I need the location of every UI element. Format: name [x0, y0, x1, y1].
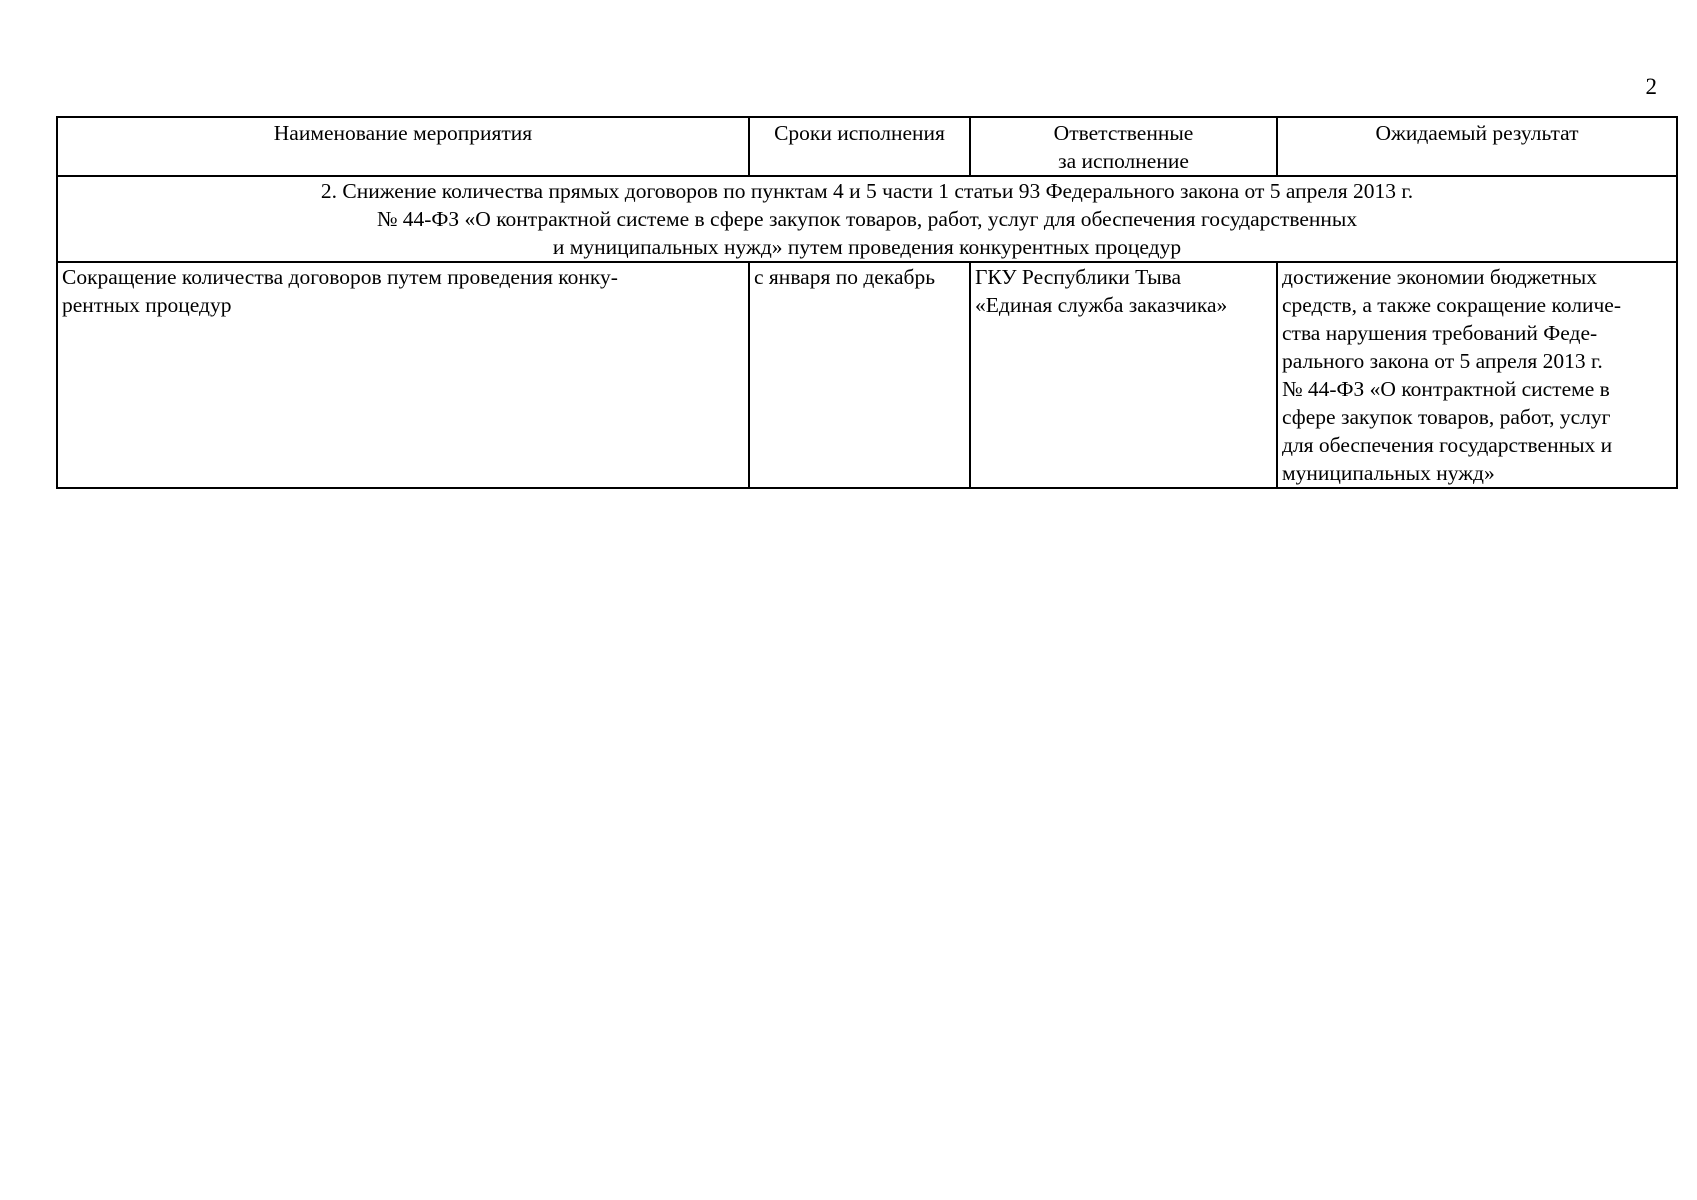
section-title-row: [57, 176, 1677, 262]
cell-result: достижение экономии бюджетных средств, а также сокращение количе- ства нарушения требований Феде- рального закона от 5 апреля 2013 г. № 44-ФЗ «О контрактной системе в сфере закупок товаров, работ, услуг для обеспечения государственных и муниципальных нужд»: [1277, 262, 1677, 488]
table-row: [57, 262, 1677, 488]
header-responsible: Ответственные за исполнение: [970, 117, 1277, 176]
table-header-row: [57, 117, 1677, 176]
events-table: [56, 116, 1678, 489]
cell-deadline: с января по декабрь: [749, 262, 970, 488]
cell-responsible: ГКУ Республики Тыва «Единая служба заказчика»: [970, 262, 1277, 488]
header-measure: Наименование мероприятия: [57, 117, 749, 176]
section-title: 2. Снижение количества прямых договоров по пунктам 4 и 5 части 1 статьи 93 Федерального закона от 5 апреля 2013 г. № 44-ФЗ «О контрактной системе в сфере закупок товаров, работ, услуг для обеспечения государственных и муниципальных нужд» путем проведения конкурентных процедур: [57, 176, 1677, 262]
header-deadline: Сроки исполнения: [749, 117, 970, 176]
header-result: Ожидаемый результат: [1277, 117, 1677, 176]
page-number: 2: [1645, 74, 1657, 99]
cell-measure: Сокращение количества договоров путем проведения конку- рентных процедур: [57, 262, 749, 488]
